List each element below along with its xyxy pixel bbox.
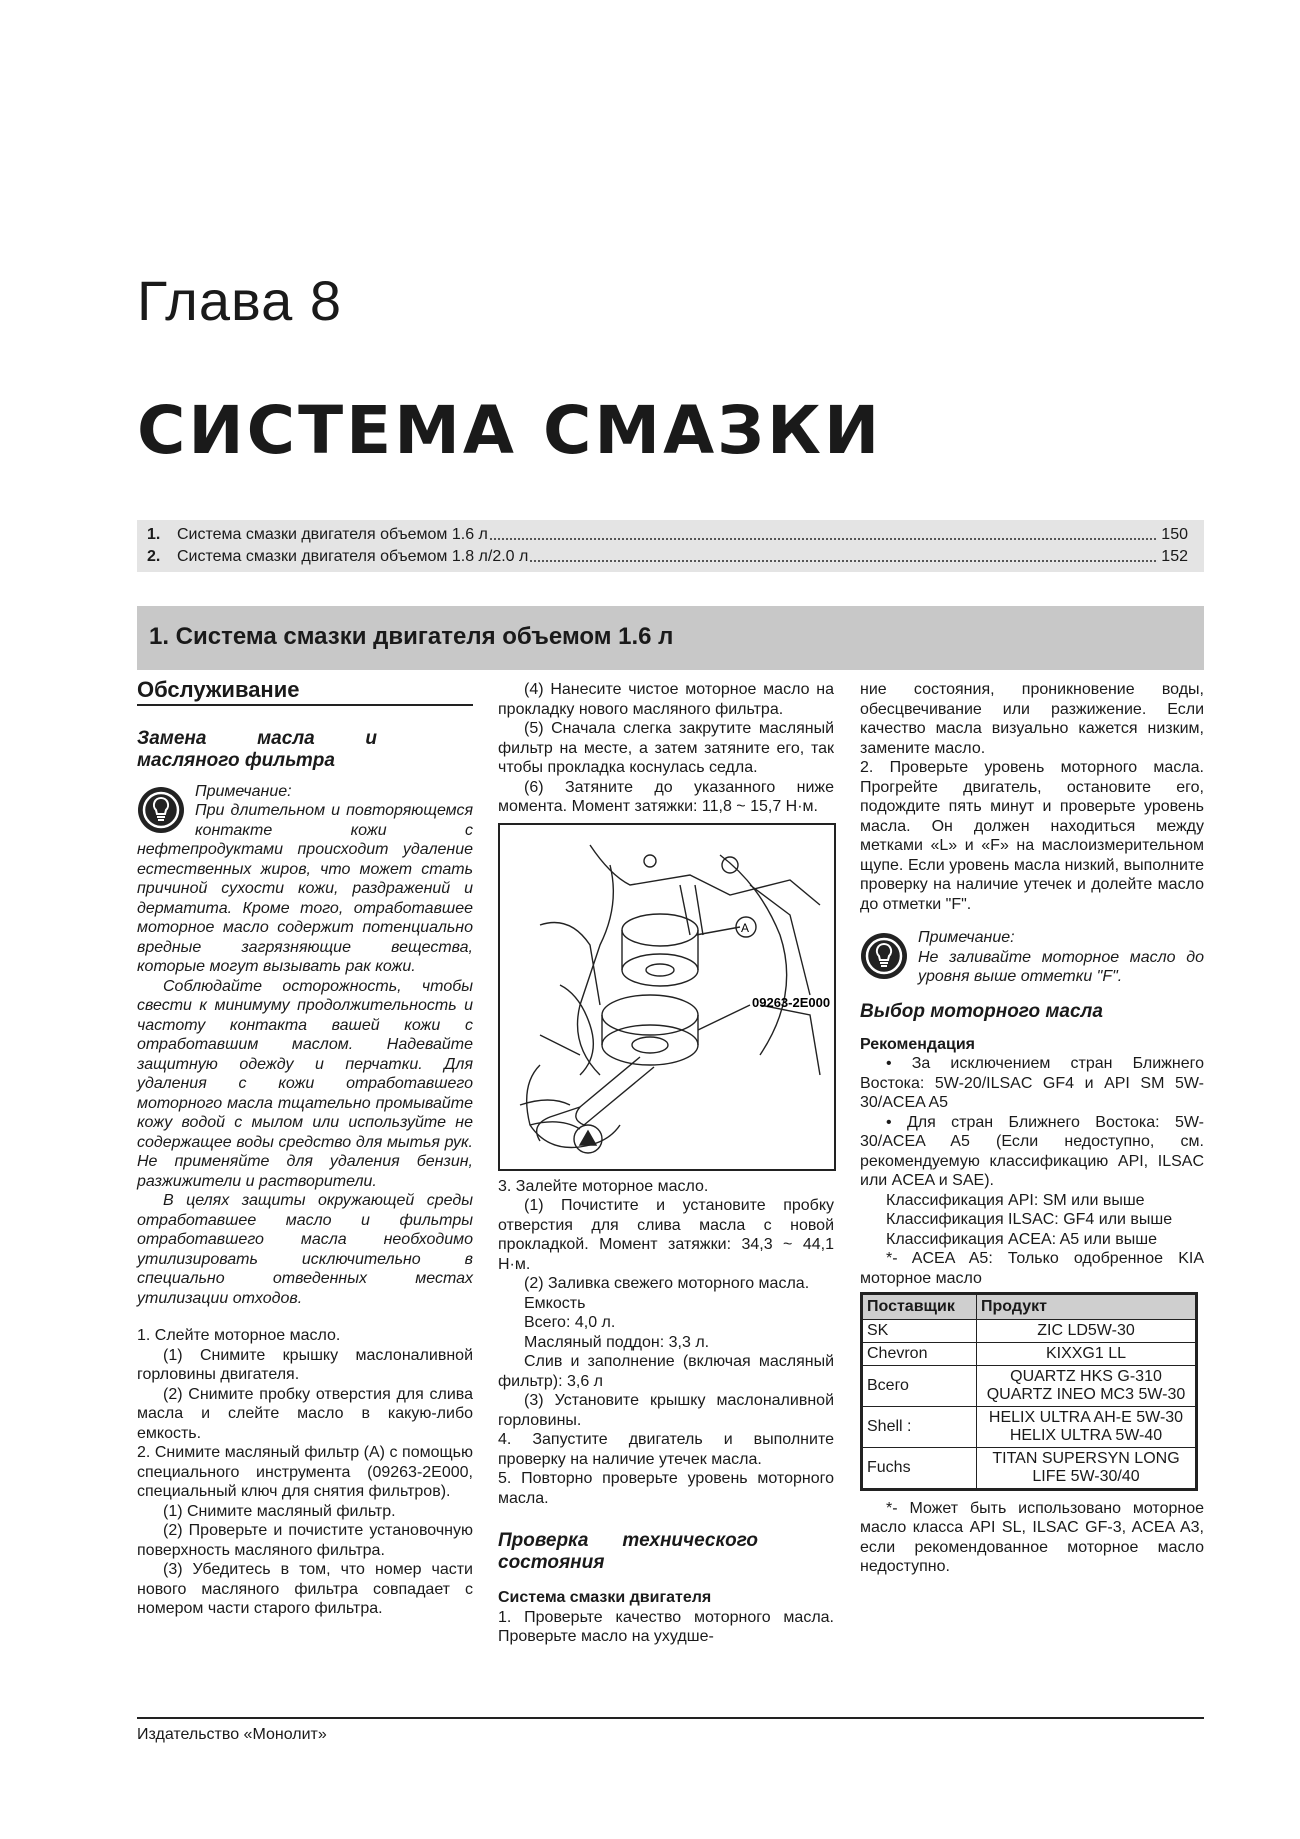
- column-left: [137, 677, 473, 1619]
- step-4: 4. Запустите двигатель и выполните проверку на наличие утечек масла.: [498, 1431, 834, 1468]
- table-header-product: Продукт: [977, 1294, 1197, 1320]
- product-cell: HELIX ULTRA AH-E 5W-30 HELIX ULTRA 5W-40: [977, 1406, 1197, 1447]
- lightbulb-icon: [860, 932, 908, 980]
- recommendation-1: • За исключением стран Ближнего Востока: 5W-20/ILSAC GF4 и API SM 5W-30/ACEA A5: [860, 1055, 1204, 1111]
- step-3: 3. Залейте моторное масло.: [498, 1177, 709, 1195]
- step-2c: (3) Убедитесь в том, что номер части нового масляного фильтра совпадает с номером части старого фильтра.: [137, 1561, 473, 1617]
- lube-system-heading: Система смазки двигателя: [498, 1589, 712, 1606]
- recommendation-heading: Рекомендация: [860, 1035, 975, 1053]
- table-row: [862, 1319, 1197, 1342]
- note-label: Примечание:: [195, 782, 292, 800]
- check-step-1: 1. Проверьте качество моторного масла. Проверьте масло на ухудше-: [498, 1608, 834, 1645]
- table-footnote: *- Может быть использовано моторное масло класса API SL, ILSAC GF-3, ACEA A3, если рекомендованное моторное масло недоступно.: [860, 1499, 1204, 1575]
- recommendation-2: • Для стран Ближнего Востока: 5W-30/ACEA A5 (Если недоступно, см. рекомендуемую классификацию API, ILSAC или ACEA и SAE).: [860, 1113, 1204, 1189]
- step-5: 5. Повторно проверьте уровень моторного масла.: [498, 1470, 834, 1507]
- table-row: [862, 1447, 1197, 1489]
- capacity-label: Емкость: [524, 1294, 586, 1312]
- toc-item[interactable]: [147, 546, 1188, 566]
- inspection-subheading: Проверка технического состояния: [498, 1530, 758, 1573]
- oil-products-table: [860, 1292, 1198, 1491]
- toc-number: 2.: [147, 548, 161, 565]
- check-step-1-cont: ние состояния, проникновение воды, обесцвечивание или разжижение. Если качество масла визуально кажется низким, замените масло.: [860, 681, 1204, 757]
- supplier-cell: Chevron: [862, 1342, 977, 1365]
- table-row: [862, 1342, 1197, 1365]
- toc-text: Система смазки двигателя объемом 1.8 л/2.0 л: [177, 548, 529, 565]
- step-1b: (2) Снимите пробку отверстия для слива масла и слейте масло в какую-либо емкость.: [137, 1385, 473, 1442]
- check-step-2: 2. Проверьте уровень моторного масла. Прогрейте двигатель, остановите его, подождите пять минут и проверьте уровень масла. Он должен находиться между метками «L» и «F» на маслоизмерительном щупе. Если уровень масла низкий, выполните проверку на наличие утечек и долейте масло до отметки "F".: [860, 759, 1204, 913]
- step-3b: (2) Заливка свежего моторного масла.: [524, 1275, 810, 1292]
- footer-divider: [137, 1717, 1204, 1719]
- toc-leader: [530, 560, 1156, 562]
- step-2: 2. Снимите масляный фильтр (А) с помощью специального инструмента (09263-2E000, специальный ключ для снятия фильтров).: [137, 1444, 473, 1500]
- chapter-title: СИСТЕМА СМАЗКИ: [137, 392, 883, 469]
- step-3a: (1) Почистите и установите пробку отверстия для слива масла с новой прокладкой. Момент затяжки: 34,3 ~ 44,1 Н·м.: [498, 1197, 834, 1273]
- step-3c: (3) Установите крышку маслоналивной горловины.: [498, 1392, 834, 1429]
- table-row: [862, 1365, 1197, 1406]
- product-cell: QUARTZ HKS G-310 QUARTZ INEO MC3 5W-30: [977, 1365, 1197, 1406]
- note-text: При длительном и повторяющемся контакте кожи с нефтепродуктами происходит удаление естественных жиров, что может стать причиной сухости кожи, раздражений и дерматита. Кроме того, отработавшее моторное масло содержит потенциально вредные загрязняющие вещества, которые могут вызывать рак кожи.: [137, 802, 473, 975]
- figure-label-tool: 09263-2E000: [752, 994, 831, 1010]
- column-right: [860, 680, 1204, 1577]
- toc-page: 152: [1161, 548, 1188, 565]
- publisher-footer: Издательство «Монолит»: [137, 1726, 327, 1743]
- chapter-label: Глава 8: [137, 269, 342, 332]
- toc-text: Система смазки двигателя объемом 1.6 л: [177, 526, 488, 543]
- product-cell: KIXXG1 LL: [977, 1342, 1197, 1365]
- note-text: Соблюдайте осторожность, чтобы свести к минимуму продолжительность и частоту контакта вашей кожи с отработавшим маслом. Надевайте защитную одежду и перчатки. Для удаления с кожи отработавшего моторного масла тщательно промывайте кожу водой с мылом или используйте не содержащее воды средство для мытья рук. Не применяйте для удаления бензин, разжижители и растворители.: [137, 977, 473, 1190]
- capacity-drain: Слив и заполнение (включая масляный фильтр): 3,6 л: [498, 1353, 834, 1390]
- acea-note: *- ACEA A5: Только одобренное KIA моторное масло: [860, 1250, 1204, 1287]
- section-title: 1. Система смазки двигателя объемом 1.6 л: [149, 623, 674, 650]
- capacity-pan: Масляный поддон: 3,3 л.: [524, 1333, 710, 1351]
- column-middle: [498, 680, 834, 1647]
- supplier-cell: Shell :: [862, 1406, 977, 1447]
- table-header-row: [862, 1294, 1197, 1320]
- supplier-cell: Fuchs: [862, 1447, 977, 1489]
- toc-page: 150: [1161, 526, 1188, 543]
- note-text: В целях защиты окружающей среды отработавшее масло и фильтры отработавшего масла необходимо утилизировать исключительно в специально отведенных местах утилизации отходов.: [137, 1192, 473, 1307]
- supplier-cell: SK: [862, 1319, 977, 1342]
- supplier-cell: Всего: [862, 1365, 977, 1406]
- table-header-supplier: Поставщик: [862, 1294, 977, 1320]
- step-2d: (4) Нанесите чистое моторное масло на прокладку нового масляного фильтра.: [498, 681, 834, 718]
- toc-leader: [490, 538, 1156, 540]
- section-header: [137, 606, 1204, 670]
- step-1a: (1) Снимите крышку маслоналивной горловины двигателя.: [137, 1346, 473, 1383]
- classification-ilsac: Классификация ILSAC: GF4 или выше: [886, 1211, 1173, 1228]
- oil-change-subheading: Замена масла и масляного фильтра: [137, 727, 377, 771]
- table-of-contents: [137, 520, 1204, 572]
- note-label: Примечание:: [918, 929, 1015, 946]
- step-2b: (2) Проверьте и почистите установочную поверхность масляного фильтра.: [137, 1522, 473, 1559]
- capacity-total: Всего: 4,0 л.: [524, 1314, 616, 1331]
- note-block: [860, 928, 1204, 987]
- classification-acea: Классификация ACEA: A5 или выше: [886, 1230, 1158, 1248]
- oil-filter-illustration: [500, 825, 834, 1169]
- toc-item[interactable]: [147, 524, 1188, 544]
- product-cell: ZIC LD5W-30: [977, 1319, 1197, 1342]
- product-cell: TITAN SUPERSYN LONG LIFE 5W-30/40: [977, 1447, 1197, 1489]
- note-text: Не заливайте моторное масло до уровня выше отметки "F".: [918, 948, 1204, 985]
- table-row: [862, 1406, 1197, 1447]
- step-2a: (1) Снимите масляный фильтр.: [163, 1502, 396, 1520]
- step-2f: (6) Затяните до указанного ниже момента. Момент затяжки: 11,8 ~ 15,7 Н·м.: [498, 778, 834, 815]
- service-heading: Обслуживание: [137, 680, 473, 706]
- oil-choice-subheading: Выбор моторного масла: [860, 1000, 1103, 1022]
- step-1: 1. Слейте моторное масло.: [137, 1327, 341, 1344]
- step-2e: (5) Сначала слегка закрутите масляный фильтр на месте, а затем затяните его, так чтобы прокладка коснулась седла.: [498, 720, 834, 776]
- toc-number: 1.: [147, 526, 161, 543]
- classification-api: Классификация API: SM или выше: [886, 1191, 1145, 1209]
- figure-label-a: A: [741, 920, 750, 935]
- lightbulb-icon: [137, 786, 185, 834]
- oil-filter-figure: [498, 823, 836, 1171]
- note-block: [137, 782, 473, 1309]
